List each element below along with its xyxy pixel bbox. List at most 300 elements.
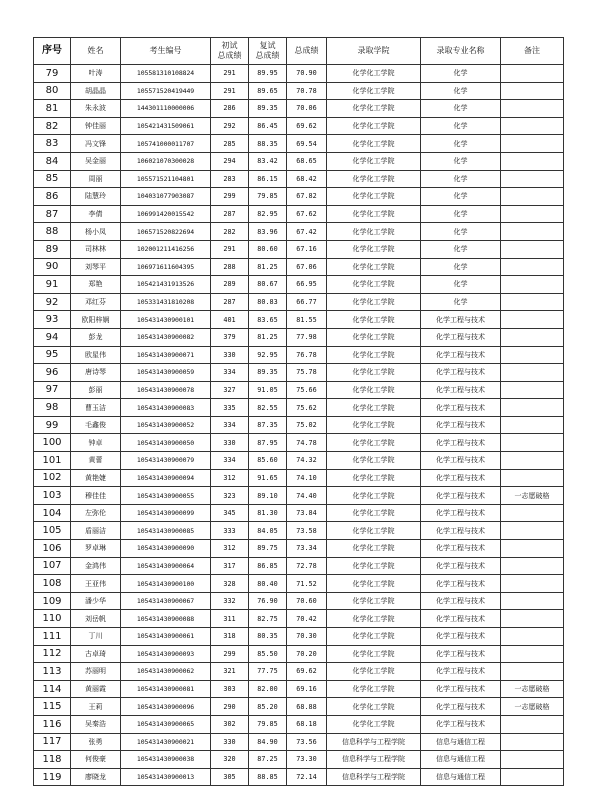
cell-exam-id: 104031077903087 <box>121 188 211 206</box>
cell-retest-score: 80.67 <box>249 276 287 294</box>
cell-exam-id: 144301110000006 <box>121 100 211 118</box>
cell-exam-id: 105431430900082 <box>121 328 211 346</box>
cell-no: 95 <box>34 346 71 364</box>
cell-exam-id: 105431430900088 <box>121 610 211 628</box>
cell-retest-score: 76.90 <box>249 592 287 610</box>
admission-list-sheet <box>33 37 564 786</box>
cell-note: 一志愿破格 <box>501 680 564 698</box>
cell-total-score: 68.18 <box>287 715 327 733</box>
table-row <box>34 557 564 575</box>
cell-name: 吴秦浩 <box>71 715 121 733</box>
cell-prelim-score: 333 <box>211 522 249 540</box>
cell-total-score: 75.66 <box>287 381 327 399</box>
cell-name: 何俊豪 <box>71 751 121 769</box>
header-retest-line1: 复试 <box>259 41 276 50</box>
cell-prelim-score: 282 <box>211 223 249 241</box>
cell-prelim-score: 311 <box>211 610 249 628</box>
cell-retest-score: 91.05 <box>249 381 287 399</box>
cell-no: 94 <box>34 328 71 346</box>
cell-no: 91 <box>34 276 71 294</box>
cell-prelim-score: 290 <box>211 698 249 716</box>
cell-prelim-score: 291 <box>211 65 249 83</box>
cell-college: 化学化工学院 <box>327 487 421 505</box>
cell-total-score: 67.16 <box>287 240 327 258</box>
cell-no: 90 <box>34 258 71 276</box>
cell-no: 116 <box>34 715 71 733</box>
cell-no: 111 <box>34 628 71 646</box>
cell-note <box>501 135 564 153</box>
cell-name: 丁川 <box>71 628 121 646</box>
table-row <box>34 293 564 311</box>
header-major: 录取专业名称 <box>421 38 501 65</box>
cell-college: 化学化工学院 <box>327 610 421 628</box>
cell-exam-id: 105431430900052 <box>121 416 211 434</box>
cell-total-score: 70.20 <box>287 645 327 663</box>
cell-major: 化学 <box>421 117 501 135</box>
cell-prelim-score: 320 <box>211 751 249 769</box>
cell-exam-id: 105431430900090 <box>121 540 211 558</box>
cell-exam-id: 105421431913526 <box>121 276 211 294</box>
cell-prelim-score: 305 <box>211 768 249 786</box>
cell-total-score: 77.98 <box>287 328 327 346</box>
cell-college: 化学化工学院 <box>327 311 421 329</box>
table-row <box>34 346 564 364</box>
cell-prelim-score: 328 <box>211 575 249 593</box>
cell-college: 化学化工学院 <box>327 258 421 276</box>
cell-note: 一志愿破格 <box>501 487 564 505</box>
cell-college: 化学化工学院 <box>327 645 421 663</box>
cell-no: 117 <box>34 733 71 751</box>
cell-no: 100 <box>34 434 71 452</box>
cell-major: 化学 <box>421 65 501 83</box>
cell-retest-score: 82.95 <box>249 205 287 223</box>
cell-retest-score: 83.65 <box>249 311 287 329</box>
cell-note <box>501 223 564 241</box>
cell-no: 97 <box>34 381 71 399</box>
cell-retest-score: 81.25 <box>249 258 287 276</box>
cell-prelim-score: 345 <box>211 504 249 522</box>
cell-total-score: 67.82 <box>287 188 327 206</box>
cell-major: 化学 <box>421 170 501 188</box>
cell-name: 黄丽霞 <box>71 680 121 698</box>
cell-retest-score: 81.30 <box>249 504 287 522</box>
cell-retest-score: 88.35 <box>249 135 287 153</box>
cell-no: 115 <box>34 698 71 716</box>
cell-name: 朱永波 <box>71 100 121 118</box>
cell-college: 信息科学与工程学院 <box>327 768 421 786</box>
cell-prelim-score: 379 <box>211 328 249 346</box>
table-row <box>34 364 564 382</box>
cell-prelim-score: 287 <box>211 205 249 223</box>
cell-retest-score: 82.00 <box>249 680 287 698</box>
cell-college: 化学化工学院 <box>327 452 421 470</box>
cell-name: 盾丽洁 <box>71 522 121 540</box>
cell-exam-id: 105431430900062 <box>121 663 211 681</box>
cell-exam-id: 105431430900100 <box>121 575 211 593</box>
cell-retest-score: 81.25 <box>249 328 287 346</box>
cell-prelim-score: 283 <box>211 170 249 188</box>
table-row <box>34 82 564 100</box>
cell-name: 陆慧玲 <box>71 188 121 206</box>
cell-prelim-score: 334 <box>211 452 249 470</box>
cell-no: 101 <box>34 452 71 470</box>
cell-college: 化学化工学院 <box>327 557 421 575</box>
cell-note <box>501 768 564 786</box>
cell-college: 化学化工学院 <box>327 381 421 399</box>
table-row <box>34 628 564 646</box>
cell-retest-score: 92.95 <box>249 346 287 364</box>
cell-exam-id: 106571520822694 <box>121 223 211 241</box>
cell-exam-id: 106971611604395 <box>121 258 211 276</box>
cell-no: 83 <box>34 135 71 153</box>
cell-exam-id: 105431430900065 <box>121 715 211 733</box>
cell-exam-id: 105431430900071 <box>121 346 211 364</box>
cell-total-score: 74.40 <box>287 487 327 505</box>
cell-total-score: 70.06 <box>287 100 327 118</box>
cell-exam-id: 105431430900099 <box>121 504 211 522</box>
cell-major: 化学 <box>421 82 501 100</box>
cell-total-score: 68.88 <box>287 698 327 716</box>
cell-retest-score: 89.75 <box>249 540 287 558</box>
cell-note <box>501 293 564 311</box>
cell-college: 信息科学与工程学院 <box>327 751 421 769</box>
cell-name: 彭丽 <box>71 381 121 399</box>
cell-note <box>501 82 564 100</box>
cell-name: 曹玉洁 <box>71 399 121 417</box>
cell-college: 化学化工学院 <box>327 65 421 83</box>
cell-total-score: 70.30 <box>287 628 327 646</box>
cell-total-score: 73.30 <box>287 751 327 769</box>
cell-exam-id: 106991420015542 <box>121 205 211 223</box>
cell-college: 化学化工学院 <box>327 100 421 118</box>
cell-retest-score: 88.85 <box>249 768 287 786</box>
cell-exam-id: 106021070300028 <box>121 152 211 170</box>
cell-total-score: 73.58 <box>287 522 327 540</box>
cell-prelim-score: 401 <box>211 311 249 329</box>
cell-major: 化学工程与技术 <box>421 575 501 593</box>
table-row <box>34 434 564 452</box>
cell-college: 化学化工学院 <box>327 680 421 698</box>
cell-college: 信息科学与工程学院 <box>327 733 421 751</box>
table-row <box>34 469 564 487</box>
cell-name: 廖晓龙 <box>71 768 121 786</box>
cell-note <box>501 557 564 575</box>
cell-prelim-score: 285 <box>211 135 249 153</box>
cell-major: 化学工程与技术 <box>421 364 501 382</box>
cell-exam-id: 105571521104801 <box>121 170 211 188</box>
cell-name: 古卓琦 <box>71 645 121 663</box>
admission-table <box>33 37 564 786</box>
cell-no: 82 <box>34 117 71 135</box>
cell-note <box>501 205 564 223</box>
cell-total-score: 75.62 <box>287 399 327 417</box>
cell-note <box>501 628 564 646</box>
cell-total-score: 74.32 <box>287 452 327 470</box>
cell-no: 103 <box>34 487 71 505</box>
table-row <box>34 152 564 170</box>
cell-total-score: 71.52 <box>287 575 327 593</box>
cell-exam-id: 105431430900079 <box>121 452 211 470</box>
cell-college: 化学化工学院 <box>327 240 421 258</box>
cell-exam-id: 105431430900038 <box>121 751 211 769</box>
cell-total-score: 72.14 <box>287 768 327 786</box>
cell-total-score: 70.42 <box>287 610 327 628</box>
cell-retest-score: 85.20 <box>249 698 287 716</box>
cell-major: 化学工程与技术 <box>421 469 501 487</box>
cell-retest-score: 80.40 <box>249 575 287 593</box>
cell-name: 李倩 <box>71 205 121 223</box>
table-row <box>34 698 564 716</box>
cell-retest-score: 87.25 <box>249 751 287 769</box>
cell-major: 化学工程与技术 <box>421 434 501 452</box>
cell-exam-id: 105431430900059 <box>121 364 211 382</box>
cell-retest-score: 82.75 <box>249 610 287 628</box>
cell-exam-id: 105431430900093 <box>121 645 211 663</box>
table-row <box>34 276 564 294</box>
cell-name: 穆佳佳 <box>71 487 121 505</box>
cell-note <box>501 152 564 170</box>
cell-exam-id: 105431430900085 <box>121 522 211 540</box>
cell-retest-score: 85.60 <box>249 452 287 470</box>
cell-retest-score: 80.83 <box>249 293 287 311</box>
cell-exam-id: 105431430900081 <box>121 680 211 698</box>
cell-note <box>501 610 564 628</box>
cell-note <box>501 575 564 593</box>
cell-college: 化学化工学院 <box>327 117 421 135</box>
cell-major: 化学 <box>421 152 501 170</box>
cell-prelim-score: 334 <box>211 416 249 434</box>
table-row <box>34 592 564 610</box>
table-row <box>34 487 564 505</box>
header-name: 姓名 <box>71 38 121 65</box>
cell-prelim-score: 303 <box>211 680 249 698</box>
cell-note <box>501 751 564 769</box>
cell-prelim-score: 291 <box>211 82 249 100</box>
cell-exam-id: 102001211416256 <box>121 240 211 258</box>
header-retest-line2: 总成绩 <box>255 51 280 60</box>
cell-prelim-score: 302 <box>211 715 249 733</box>
cell-no: 96 <box>34 364 71 382</box>
cell-total-score: 69.62 <box>287 663 327 681</box>
cell-name: 罗卓琳 <box>71 540 121 558</box>
cell-no: 92 <box>34 293 71 311</box>
cell-note <box>501 645 564 663</box>
cell-note: 一志愿破格 <box>501 698 564 716</box>
cell-major: 化学工程与技术 <box>421 416 501 434</box>
cell-major: 化学 <box>421 240 501 258</box>
table-row <box>34 575 564 593</box>
header-exam-id: 考生编号 <box>121 38 211 65</box>
cell-major: 化学 <box>421 223 501 241</box>
cell-prelim-score: 330 <box>211 733 249 751</box>
cell-name: 欧阳梓娴 <box>71 311 121 329</box>
table-row <box>34 258 564 276</box>
cell-exam-id: 105431430900101 <box>121 311 211 329</box>
table-row <box>34 205 564 223</box>
cell-major: 化学工程与技术 <box>421 522 501 540</box>
cell-note <box>501 258 564 276</box>
cell-name: 左弥伦 <box>71 504 121 522</box>
cell-note <box>501 399 564 417</box>
cell-total-score: 69.16 <box>287 680 327 698</box>
cell-major: 信息与通信工程 <box>421 768 501 786</box>
cell-total-score: 74.10 <box>287 469 327 487</box>
cell-exam-id: 105431430900050 <box>121 434 211 452</box>
cell-note <box>501 663 564 681</box>
cell-retest-score: 79.85 <box>249 715 287 733</box>
table-row <box>34 680 564 698</box>
cell-name: 唐诗琴 <box>71 364 121 382</box>
header-college: 录取学院 <box>327 38 421 65</box>
table-row <box>34 100 564 118</box>
table-row <box>34 223 564 241</box>
cell-retest-score: 79.85 <box>249 188 287 206</box>
cell-exam-id: 105431430900067 <box>121 592 211 610</box>
cell-name: 冯文锋 <box>71 135 121 153</box>
cell-no: 93 <box>34 311 71 329</box>
cell-note <box>501 117 564 135</box>
cell-prelim-score: 312 <box>211 540 249 558</box>
cell-total-score: 67.62 <box>287 205 327 223</box>
cell-major: 化学工程与技术 <box>421 592 501 610</box>
table-row <box>34 240 564 258</box>
cell-no: 98 <box>34 399 71 417</box>
table-row <box>34 416 564 434</box>
cell-retest-score: 87.35 <box>249 416 287 434</box>
cell-note <box>501 276 564 294</box>
table-row <box>34 170 564 188</box>
cell-college: 化学化工学院 <box>327 152 421 170</box>
table-row <box>34 663 564 681</box>
table-row <box>34 645 564 663</box>
cell-name: 欧星伟 <box>71 346 121 364</box>
cell-prelim-score: 286 <box>211 100 249 118</box>
cell-college: 化学化工学院 <box>327 540 421 558</box>
cell-name: 张勇 <box>71 733 121 751</box>
cell-major: 化学工程与技术 <box>421 399 501 417</box>
cell-total-score: 70.78 <box>287 82 327 100</box>
cell-major: 化学工程与技术 <box>421 381 501 399</box>
cell-college: 化学化工学院 <box>327 346 421 364</box>
cell-name: 叶涛 <box>71 65 121 83</box>
cell-retest-score: 91.65 <box>249 469 287 487</box>
cell-prelim-score: 321 <box>211 663 249 681</box>
cell-note <box>501 416 564 434</box>
cell-total-score: 81.55 <box>287 311 327 329</box>
cell-college: 化学化工学院 <box>327 592 421 610</box>
cell-note <box>501 715 564 733</box>
table-row <box>34 135 564 153</box>
cell-name: 郑艳 <box>71 276 121 294</box>
cell-exam-id: 105331431810208 <box>121 293 211 311</box>
cell-name: 钟卓 <box>71 434 121 452</box>
table-row <box>34 188 564 206</box>
cell-total-score: 69.54 <box>287 135 327 153</box>
cell-name: 刘琴平 <box>71 258 121 276</box>
cell-total-score: 70.90 <box>287 65 327 83</box>
cell-prelim-score: 294 <box>211 152 249 170</box>
cell-major: 化学 <box>421 205 501 223</box>
cell-note <box>501 469 564 487</box>
cell-note <box>501 311 564 329</box>
cell-name: 邓红芬 <box>71 293 121 311</box>
cell-retest-score: 86.15 <box>249 170 287 188</box>
cell-note <box>501 100 564 118</box>
cell-major: 化学工程与技术 <box>421 715 501 733</box>
cell-retest-score: 84.90 <box>249 733 287 751</box>
cell-major: 化学 <box>421 188 501 206</box>
cell-total-score: 73.84 <box>287 504 327 522</box>
cell-college: 化学化工学院 <box>327 328 421 346</box>
cell-total-score: 69.62 <box>287 117 327 135</box>
cell-note <box>501 188 564 206</box>
cell-name: 黄蕾 <box>71 452 121 470</box>
table-row <box>34 117 564 135</box>
cell-college: 化学化工学院 <box>327 135 421 153</box>
cell-no: 84 <box>34 152 71 170</box>
cell-major: 化学 <box>421 293 501 311</box>
table-row <box>34 768 564 786</box>
cell-prelim-score: 327 <box>211 381 249 399</box>
cell-college: 化学化工学院 <box>327 223 421 241</box>
header-retest-score <box>249 38 287 65</box>
cell-total-score: 73.56 <box>287 733 327 751</box>
cell-college: 化学化工学院 <box>327 170 421 188</box>
cell-major: 信息与通信工程 <box>421 733 501 751</box>
cell-note <box>501 346 564 364</box>
cell-major: 化学工程与技术 <box>421 663 501 681</box>
cell-prelim-score: 318 <box>211 628 249 646</box>
cell-name: 苏丽明 <box>71 663 121 681</box>
cell-total-score: 73.34 <box>287 540 327 558</box>
cell-major: 化学工程与技术 <box>421 346 501 364</box>
cell-retest-score: 89.95 <box>249 65 287 83</box>
cell-note <box>501 328 564 346</box>
cell-college: 化学化工学院 <box>327 663 421 681</box>
table-row <box>34 311 564 329</box>
cell-no: 105 <box>34 522 71 540</box>
cell-note <box>501 522 564 540</box>
cell-exam-id: 105421431509061 <box>121 117 211 135</box>
cell-note <box>501 592 564 610</box>
cell-total-score: 68.42 <box>287 170 327 188</box>
cell-name: 王莉 <box>71 698 121 716</box>
cell-college: 化学化工学院 <box>327 293 421 311</box>
cell-retest-score: 83.42 <box>249 152 287 170</box>
cell-prelim-score: 287 <box>211 293 249 311</box>
cell-prelim-score: 312 <box>211 469 249 487</box>
cell-major: 化学 <box>421 258 501 276</box>
cell-major: 化学工程与技术 <box>421 557 501 575</box>
cell-no: 108 <box>34 575 71 593</box>
cell-no: 88 <box>34 223 71 241</box>
cell-no: 113 <box>34 663 71 681</box>
cell-note <box>501 504 564 522</box>
cell-no: 119 <box>34 768 71 786</box>
cell-no: 112 <box>34 645 71 663</box>
cell-no: 107 <box>34 557 71 575</box>
table-row <box>34 65 564 83</box>
cell-major: 化学工程与技术 <box>421 698 501 716</box>
cell-prelim-score: 332 <box>211 592 249 610</box>
cell-no: 85 <box>34 170 71 188</box>
cell-total-score: 74.78 <box>287 434 327 452</box>
cell-prelim-score: 323 <box>211 487 249 505</box>
cell-college: 化学化工学院 <box>327 434 421 452</box>
cell-prelim-score: 334 <box>211 364 249 382</box>
cell-college: 化学化工学院 <box>327 416 421 434</box>
cell-retest-score: 86.45 <box>249 117 287 135</box>
